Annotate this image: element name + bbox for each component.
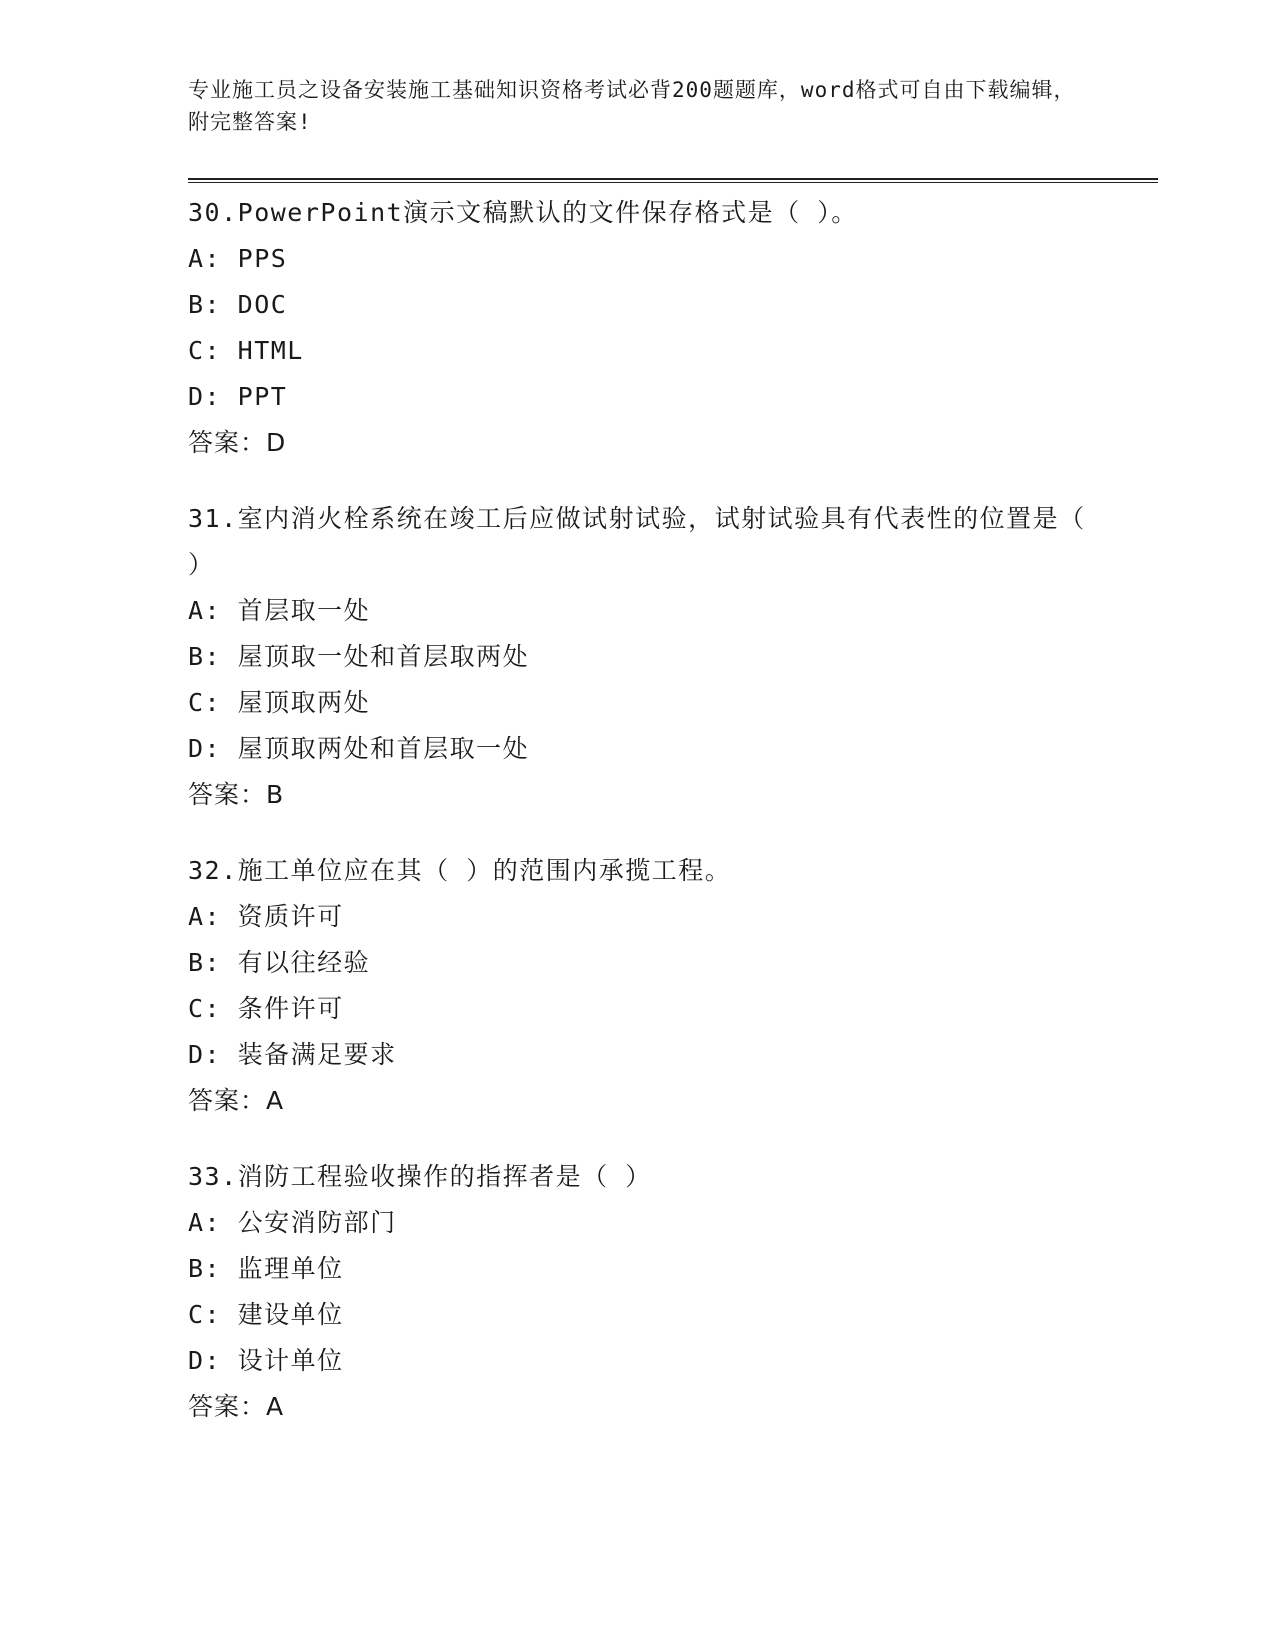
question-stem: 33.消防工程验收操作的指挥者是（ ）: [188, 1162, 652, 1191]
header-divider: [188, 178, 1158, 183]
question-33: [188, 1154, 1088, 1430]
question-stem: 30.PowerPoint演示文稿默认的文件保存格式是（ ）。: [188, 198, 858, 227]
question-stem: 31.室内消火栓系统在竣工后应做试射试验，试射试验具有代表性的位置是（ ）: [188, 504, 1086, 579]
option-b: B: DOC: [188, 290, 288, 319]
question-30: [188, 190, 1088, 466]
question-31: [188, 496, 1088, 818]
option-c: C: 屋顶取两处: [188, 688, 371, 717]
option-d: D: 屋顶取两处和首层取一处: [188, 734, 530, 763]
document-header: 专业施工员之设备安装施工基础知识资格考试必背200题题库，word格式可自由下载编辑，附完整答案!: [188, 78, 1076, 134]
option-d: D: PPT: [188, 382, 288, 411]
option-a: A: 公安消防部门: [188, 1208, 397, 1237]
option-a: A: PPS: [188, 244, 288, 273]
option-b: B: 有以往经验: [188, 948, 371, 977]
answer: 答案：B: [188, 780, 285, 809]
option-c: C: HTML: [188, 336, 304, 365]
answer: 答案：D: [188, 428, 287, 457]
option-c: C: 条件许可: [188, 994, 344, 1023]
option-d: D: 装备满足要求: [188, 1040, 397, 1069]
question-stem: 32.施工单位应在其（ ）的范围内承揽工程。: [188, 856, 732, 885]
option-a: A: 首层取一处: [188, 596, 371, 625]
answer: 答案：A: [188, 1086, 285, 1115]
option-d: D: 设计单位: [188, 1346, 344, 1375]
option-a: A: 资质许可: [188, 902, 344, 931]
option-c: C: 建设单位: [188, 1300, 344, 1329]
option-b: B: 屋顶取一处和首层取两处: [188, 642, 530, 671]
question-list: [188, 190, 1088, 1460]
question-32: [188, 848, 1088, 1124]
answer: 答案：A: [188, 1392, 285, 1421]
option-b: B: 监理单位: [188, 1254, 344, 1283]
